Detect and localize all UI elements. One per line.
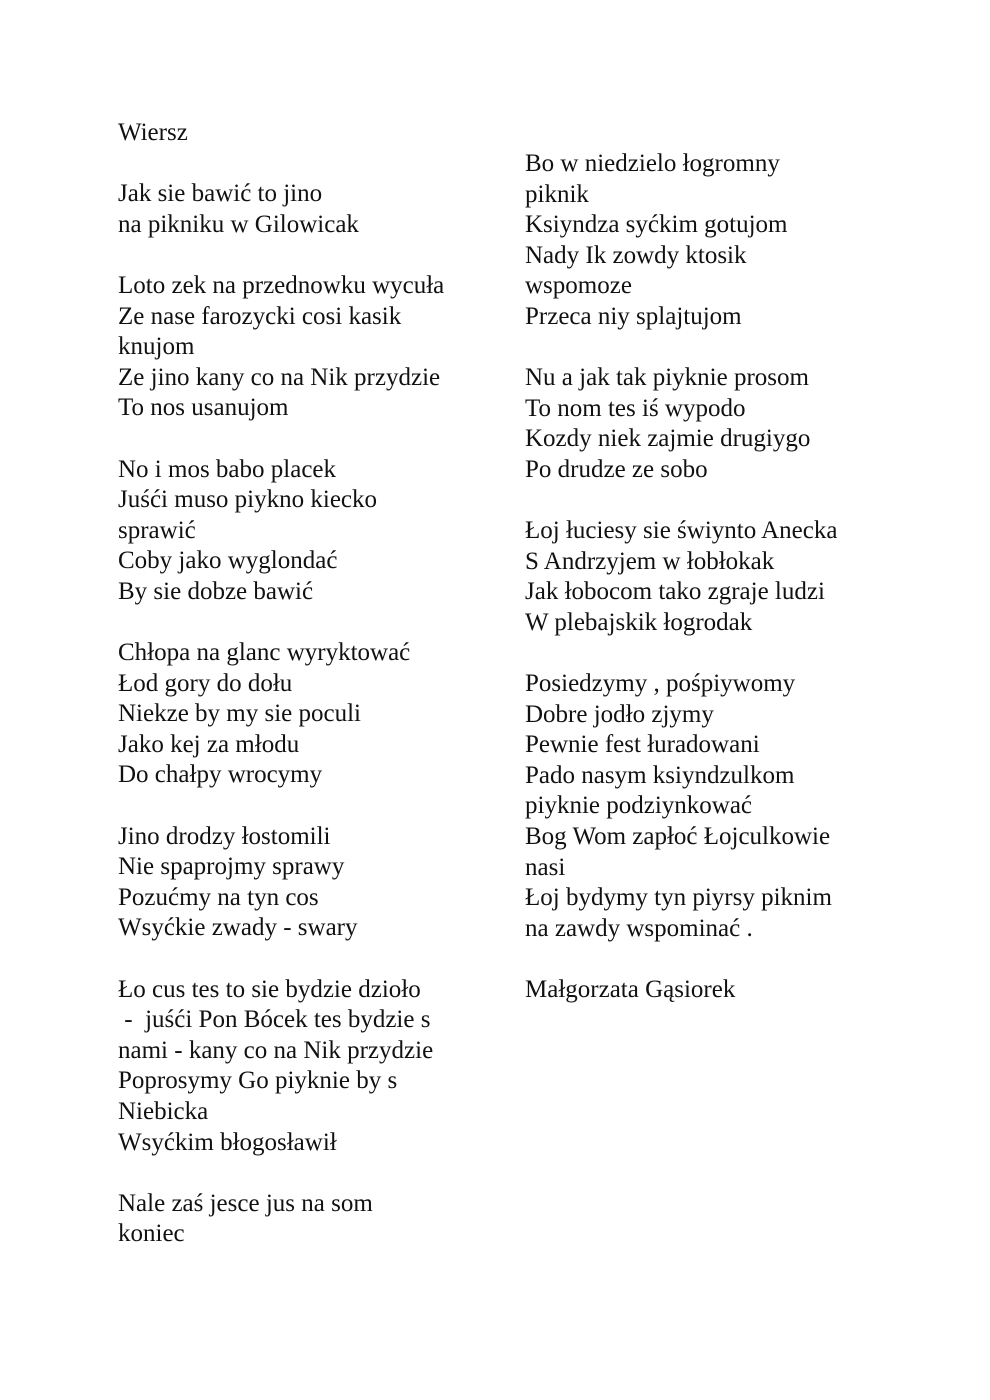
poem-line: Ze jino kany co na Nik przydzie	[118, 363, 441, 391]
poem-line: W plebajskik łogrodak	[525, 608, 753, 636]
poem-line: Nale zaś jesce jus na som	[118, 1189, 373, 1217]
poem-line: na zawdy wspominać .	[525, 914, 753, 942]
poem-line: Juśći muso piykno kiecko	[118, 486, 378, 514]
stanza	[525, 669, 925, 944]
poem-line: piknik	[525, 180, 589, 208]
poem-line: To nos usanujom	[118, 394, 289, 422]
poem-line: Przeca niy splajtujom	[525, 302, 742, 330]
poem-line: Wsyćkim błogosławił	[118, 1128, 337, 1156]
poem-line: nasi	[525, 853, 566, 881]
left-stanzas	[118, 179, 488, 1250]
stanza	[118, 455, 488, 608]
poem-line: Po drudze ze sobo	[525, 455, 708, 483]
stanza	[118, 822, 488, 944]
poem-title: Wiersz	[118, 119, 188, 146]
poem-line: knujom	[118, 333, 195, 361]
poem-line: Chłopa na glanc wyryktować	[118, 639, 411, 667]
poem-line: Ło cus tes to sie bydzie dzioło	[118, 975, 421, 1003]
stanza	[525, 516, 925, 638]
poem-line: sprawić	[118, 516, 196, 544]
stanza	[525, 363, 925, 485]
poem-line: Wsyćkie zwady - swary	[118, 914, 358, 942]
poem-line: Jak łobocom tako zgraje ludzi	[525, 578, 825, 606]
poem-line: By sie dobze bawić	[118, 577, 314, 605]
stanza	[118, 638, 488, 791]
poem-line: Kozdy niek zajmie drugiygo	[525, 425, 811, 453]
poem-line: piyknie podziynkować	[525, 792, 753, 820]
poem-line: Posiedzymy , pośpiywomy	[525, 670, 796, 698]
stanza	[118, 975, 488, 1159]
poem-line: Poprosymy Go piyknie by s	[118, 1067, 398, 1095]
poem-line: wspomoze	[525, 272, 632, 300]
poem-line: Łod gory do dołu	[118, 669, 293, 697]
stanza	[525, 149, 925, 333]
poem-line: Ksiyndza syćkim gotujom	[525, 211, 788, 239]
poem-line: nami - kany co na Nik przydzie	[118, 1036, 434, 1064]
poem-line: Jako kej za młodu	[118, 730, 300, 758]
stanza	[118, 179, 488, 240]
right-stanzas	[525, 149, 925, 944]
poem-line: Jino drodzy łostomili	[118, 822, 331, 850]
poem-line: S Andrzyjem w łobłokak	[525, 547, 775, 575]
poem-line: na pikniku w Gilowicak	[118, 210, 359, 238]
poem-line: - juśći Pon Bócek tes bydzie s	[118, 1006, 431, 1034]
left-column	[118, 118, 488, 1281]
poem-line: Nady Ik zowdy ktosik	[525, 241, 747, 269]
poem-line: Pado nasym ksiyndzulkom	[525, 761, 795, 789]
poem-line: Bog Wom zapłoć Łojculkowie	[525, 823, 831, 851]
poem-line: Pozućmy na tyn cos	[118, 883, 319, 911]
stanza	[118, 271, 488, 424]
poem-author: Małgorzata Gąsiorek	[525, 976, 736, 1004]
poem-line: Nie spaprojmy sprawy	[118, 853, 345, 881]
poem-line: No i mos babo placek	[118, 455, 337, 483]
poem-line: Nu a jak tak piyknie prosom	[525, 364, 809, 392]
poem-line: Pewnie fest łuradowani	[525, 731, 760, 759]
poem-line: koniec	[118, 1220, 185, 1248]
stanza	[118, 1189, 488, 1250]
poem-line: Loto zek na przednowku wycuła	[118, 271, 445, 299]
poem-line: Niebicka	[118, 1098, 209, 1125]
poem-line: To nom tes iś wypodo	[525, 394, 746, 422]
poem-line: Niekze by my sie poculi	[118, 700, 361, 728]
poem-line: Coby jako wyglondać	[118, 547, 338, 575]
poem-line: Łoj łuciesy sie świynto Anecka	[525, 517, 838, 545]
poem-line: Jak sie bawić to jino	[118, 180, 323, 208]
poem-line: Ze nase farozycki cosi kasik	[118, 302, 402, 330]
right-column	[525, 149, 925, 1006]
poem-line: Łoj bydymy tyn piyrsy piknim	[525, 884, 832, 912]
poem-line: Bo w niedzielo łogromny	[525, 150, 780, 177]
poem-line: Dobre jodło zjymy	[525, 700, 714, 728]
poem-line: Do chałpy wrocymy	[118, 761, 323, 789]
